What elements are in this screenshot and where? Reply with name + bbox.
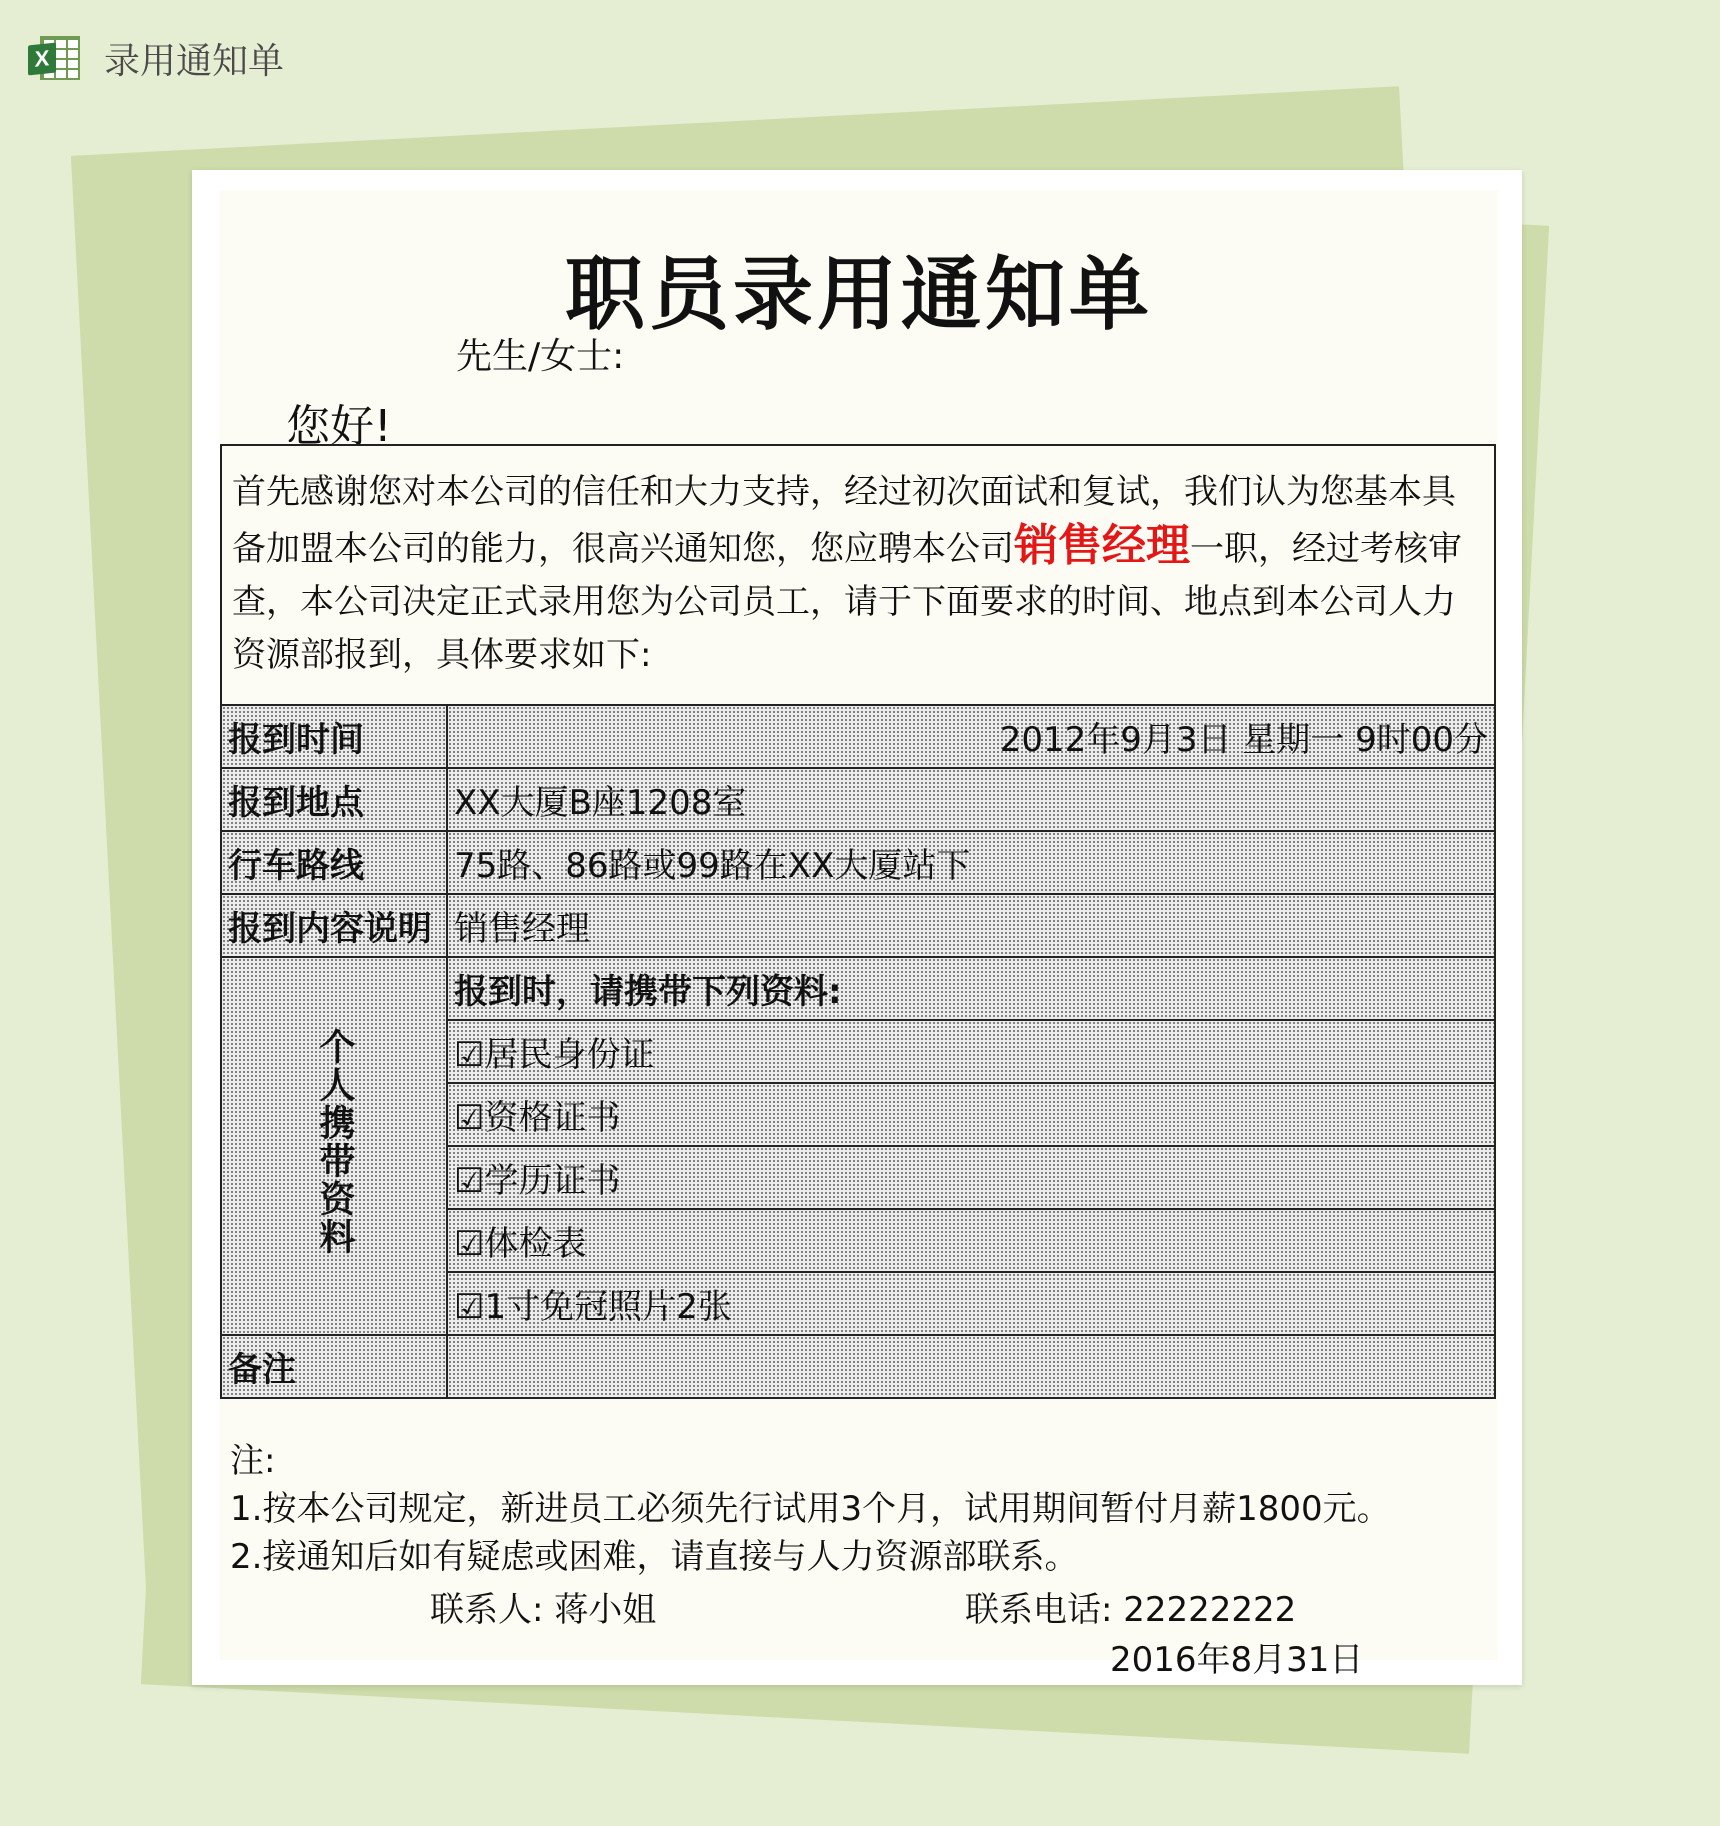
excel-icon (28, 32, 84, 84)
intro-paragraph (220, 444, 1496, 704)
position-highlight: 销售经理 (1014, 520, 1190, 571)
row-value[interactable]: 销售经理 (447, 894, 1495, 957)
material-item[interactable]: ☑居民身份证 (447, 1020, 1495, 1083)
app-header (28, 30, 284, 86)
contact-person: 联系人: 蒋小姐 (430, 1590, 657, 1630)
excel-badge: X (28, 43, 56, 76)
notes-section (230, 1437, 1391, 1581)
note-item: 1.按本公司规定，新进员工必须先行试用3个月，试用期间暂付月薪1800元。 (230, 1489, 1391, 1529)
materials-label: 个人携带资料 (314, 1027, 355, 1256)
material-item[interactable]: ☑资格证书 (447, 1083, 1495, 1146)
material-item[interactable]: ☑学历证书 (447, 1146, 1495, 1209)
row-value[interactable]: XX大厦B座1208室 (447, 768, 1495, 831)
row-label: 报到地点 (221, 768, 447, 831)
material-item[interactable]: ☑体检表 (447, 1209, 1495, 1272)
table-row-remark (221, 1335, 1495, 1398)
material-item[interactable]: ☑1寸免冠照片2张 (447, 1272, 1495, 1335)
table-row-materials-header (221, 957, 1495, 1020)
intro-text-part1: 首先感谢您对本公司的信任和大力支持，经过初次面试和复试，我们认为您基本具备加盟本公司的能力，很高兴通知您，您应聘本公司 (232, 472, 1456, 569)
salutation: 先生/女士: (456, 336, 625, 377)
table-row-location (221, 768, 1495, 831)
notes-title: 注: (230, 1441, 276, 1481)
greeting: 您好! (286, 401, 392, 452)
row-value[interactable]: 2012年9月3日 星期一 9时00分 (447, 705, 1495, 768)
table-row-route (221, 831, 1495, 894)
report-info-table (220, 704, 1496, 1399)
materials-label-cell (221, 957, 447, 1335)
remark-value[interactable] (447, 1335, 1495, 1398)
issue-date: 2016年8月31日 (1110, 1640, 1364, 1680)
document-body (220, 190, 1498, 1680)
table-row-content (221, 894, 1495, 957)
row-label: 报到时间 (221, 705, 447, 768)
contact-phone: 联系电话: 22222222 (965, 1590, 1297, 1630)
intro-text-part2: 一职，经过考核审查，本公司决定正式录用您为公司员工，请于下面要求的时间、地点到本公司人力资源部报到，具体要求如下: (232, 529, 1462, 675)
row-value[interactable]: 75路、86路或99路在XX大厦站下 (447, 831, 1495, 894)
row-label: 报到内容说明 (221, 894, 447, 957)
document-title: 职员录用通知单 (565, 247, 1153, 341)
remark-label: 备注 (221, 1335, 447, 1398)
note-item: 2.接通知后如有疑虑或困难，请直接与人力资源部联系。 (230, 1537, 1079, 1577)
header-title: 录用通知单 (104, 40, 285, 82)
row-label: 行车路线 (221, 831, 447, 894)
document-paper (192, 170, 1522, 1685)
table-row-time (221, 705, 1495, 768)
materials-header: 报到时，请携带下列资料: (447, 957, 1495, 1020)
